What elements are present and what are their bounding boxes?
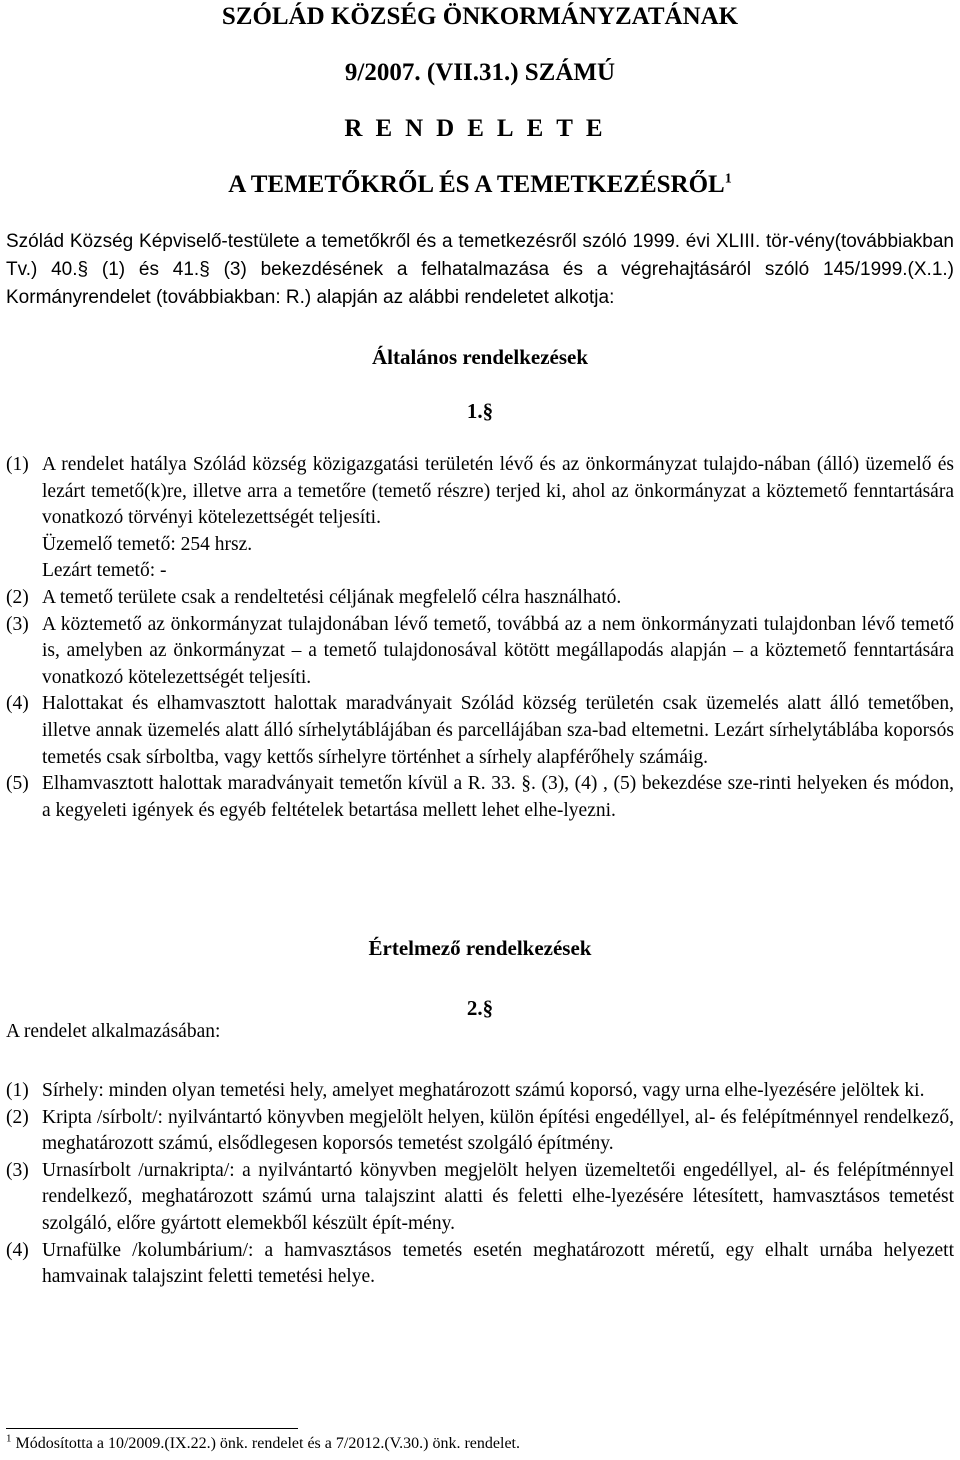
item-number: (1) (6, 454, 29, 475)
item-text: Urnasírbolt /urnakripta/: a nyilvántartó könyvben megjelölt helyen üzemeltetői engedéllyel, al- és felépítménnyel rendelkező, meghatározott számú urna talajszint alatti és feletti elhe-lyezésére létesített, hamvasztásos temetést szolgáló, előre gyártott elemekből készült épít-mény. (42, 1159, 954, 1234)
item-text: Halottakat és elhamvasztott halottak maradványait Szólád község területén csak üzemelés alatt álló temetőben, illetve annak üzemelés alatt álló sírhelytáblájában és parcellájában sza-bad eltemetni. Lezárt sírhelytáblába koporsós temetés csak sírboltba, vagy kettős sírhelyre történhet a sírhely alapférőhely számáig. (42, 693, 954, 768)
list-item (6, 1238, 954, 1291)
item-number: (2) (6, 586, 29, 608)
item-text: A rendelet hatálya Szólád község közigazgatási területén lévő és az önkormányzat tulajdo-nában (álló) üzemelő és lezárt temető(k)re, illetve arra a temetőre (temető részre) terjed ki, ahol az önkormányzat a köztemető fenntartására vonatkozó törvényi kötelezettségét teljesíti. (42, 454, 954, 529)
section-heading-interpretive: Értelmező rendelkezések (368, 936, 592, 960)
title-subject (0, 170, 960, 200)
preamble: Szólád Község Képviselő-testülete a temetőkről és a temetkezésről szóló 1999. évi XLIII. tör-vény(továbbiakban Tv.) 40.§ (1) és 41.§ (3) bekezdésének a felhatalmazása és a végrehajtásáról szóló 145/1999.(X.1.) Kormányrendelet (továbbiakban: R.) alapján az alábbi rendeletet alkotja: (6, 231, 954, 308)
item-number: (1) (6, 1080, 29, 1101)
item-text: Urnafülke /kolumbárium/: a hamvasztásos temetés esetén meghatározott méretű, egy elhalt urnába helyezett hamvainak talajszint feletti temetési helye. (42, 1239, 954, 1288)
title-decree-word: RENDELETE (344, 115, 616, 142)
paragraph-number-2: 2.§ (466, 996, 494, 1020)
footnote (6, 1434, 520, 1454)
footnote-reference: 1 (724, 171, 732, 187)
paragraph-number-1: 1.§ (466, 399, 494, 423)
list-item (6, 691, 954, 771)
list-item (6, 771, 954, 824)
section-heading-general: Általános rendelkezések (371, 345, 589, 369)
item-text: Kripta /sírbolt/: nyilvántartó könyvben megjelölt helyen, külön építési engedéllyel, al- és felépítménnyel rendelkező, meghatározott számú, elsődlegesen koporsós temetést szolgáló építmény. (42, 1106, 954, 1155)
item-number: (3) (6, 1159, 29, 1181)
title-municipality: SZÓLÁD KÖZSÉG ÖNKORMÁNYZATÁNAK (221, 3, 739, 30)
item-number: (3) (6, 613, 29, 635)
footnote-text: Módosította a 10/2009.(IX.22.) önk. rendelet és a 7/2012.(V.30.) önk. rendelet. (15, 1435, 520, 1452)
closed-cemetery-line: Lezárt temető: - (42, 560, 167, 582)
list-item (6, 612, 954, 692)
list-item (6, 1158, 954, 1238)
item-number: (4) (6, 693, 29, 715)
list-item (6, 1078, 954, 1105)
item-text: Elhamvasztott halottak maradványait temetőn kívül a R. 33. §. (3), (4) , (5) bekezdése sze-rinti helyeken és módon, a kegyeleti igények és egyéb feltételek betartása mellett lehet elhe-lyezni. (42, 773, 954, 821)
item-number: (2) (6, 1106, 29, 1128)
item-number: (4) (6, 1239, 29, 1261)
item-text: A köztemető az önkormányzat tulajdonában lévő temető, továbbá az a nem önkormányzati tulajdonban lévő temető is, amelyben az önkormányzat – a temető tulajdonosával kötött megállapodás alapján – a köztemető fenntartására vonatkozó kötelezettségét teljesíti. (42, 613, 954, 688)
title-subject-text: A TEMETŐKRŐL ÉS A TEMETKEZÉSRŐL (228, 171, 725, 198)
footnote-divider (6, 1428, 298, 1429)
application-label: A rendelet alkalmazásában: (6, 1021, 221, 1042)
section1-body (6, 452, 954, 824)
item-text: Sírhely: minden olyan temetési hely, amelyet meghatározott számú koporsó, vagy urna elhe-lyezésére jelöltek ki. (42, 1080, 925, 1101)
title-decree-number: 9/2007. (VII.31.) SZÁMÚ (344, 59, 616, 86)
list-item (6, 585, 954, 612)
list-item (6, 452, 954, 532)
section2-body (6, 1078, 954, 1291)
item-text: A temető területe csak a rendeltetési céljának megfelelő célra használható. (42, 586, 622, 608)
operating-cemetery-line: Üzemelő temető: 254 hrsz. (42, 533, 253, 555)
item-number: (5) (6, 773, 29, 795)
footnote-number: 1 (6, 1432, 12, 1445)
list-item (6, 1105, 954, 1158)
